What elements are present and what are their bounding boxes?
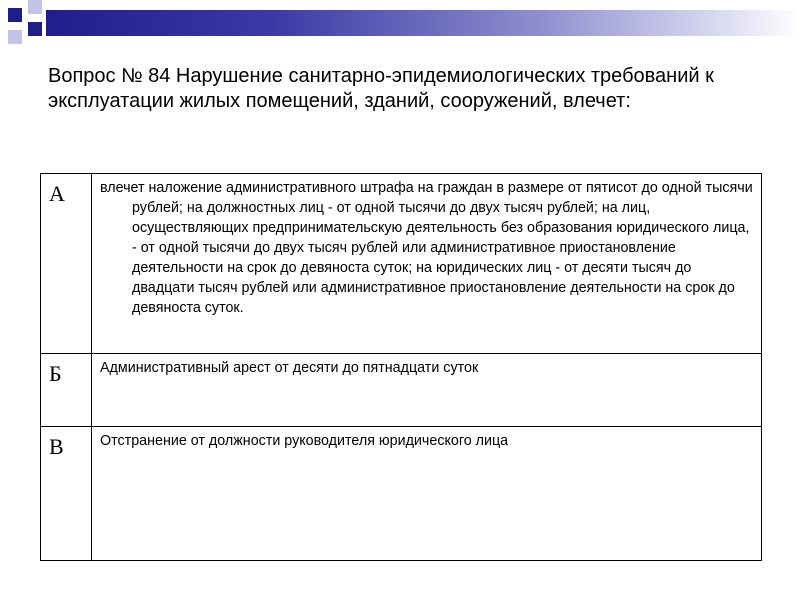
decor-square-4	[8, 30, 22, 44]
decor-square-3	[28, 22, 42, 36]
option-text-content: Отстранение от должности руководителя юридического лица	[100, 433, 509, 449]
option-letter: В	[41, 427, 92, 561]
table-row	[41, 354, 762, 427]
option-text	[92, 354, 762, 427]
answers-table	[40, 173, 762, 561]
option-text-content: Административный арест от десяти до пятнадцати суток	[100, 360, 479, 376]
header-decoration	[0, 0, 800, 50]
table-row	[41, 174, 762, 354]
option-letter: Б	[41, 354, 92, 427]
option-text-content: влечет наложение административного штрафа на граждан в размере от пятисот до одной тысячи рублей; на должностных лиц - от одной тысячи до двух тысяч рублей; на лиц, осуществляющих предпринимательскую деятельность без образования юридического лица, - от одной тысячи до двух тысяч рублей или административное приостановление деятельности на срок до девяноста суток; на юридических лиц - от десяти тысяч до двадцати тысяч рублей или административное приостановление деятельности на срок до девяноста суток.	[100, 180, 753, 316]
decor-gradient-band	[46, 10, 800, 36]
option-letter: А	[41, 174, 92, 354]
option-text	[92, 174, 762, 354]
table-row	[41, 427, 762, 561]
decor-square-2	[28, 0, 42, 14]
question-title: Вопрос № 84 Нарушение санитарно-эпидемиологических требований к эксплуатации жилых помещений, зданий, сооружений, влечет:	[48, 65, 714, 112]
option-text	[92, 427, 762, 561]
decor-square-1	[8, 8, 22, 22]
